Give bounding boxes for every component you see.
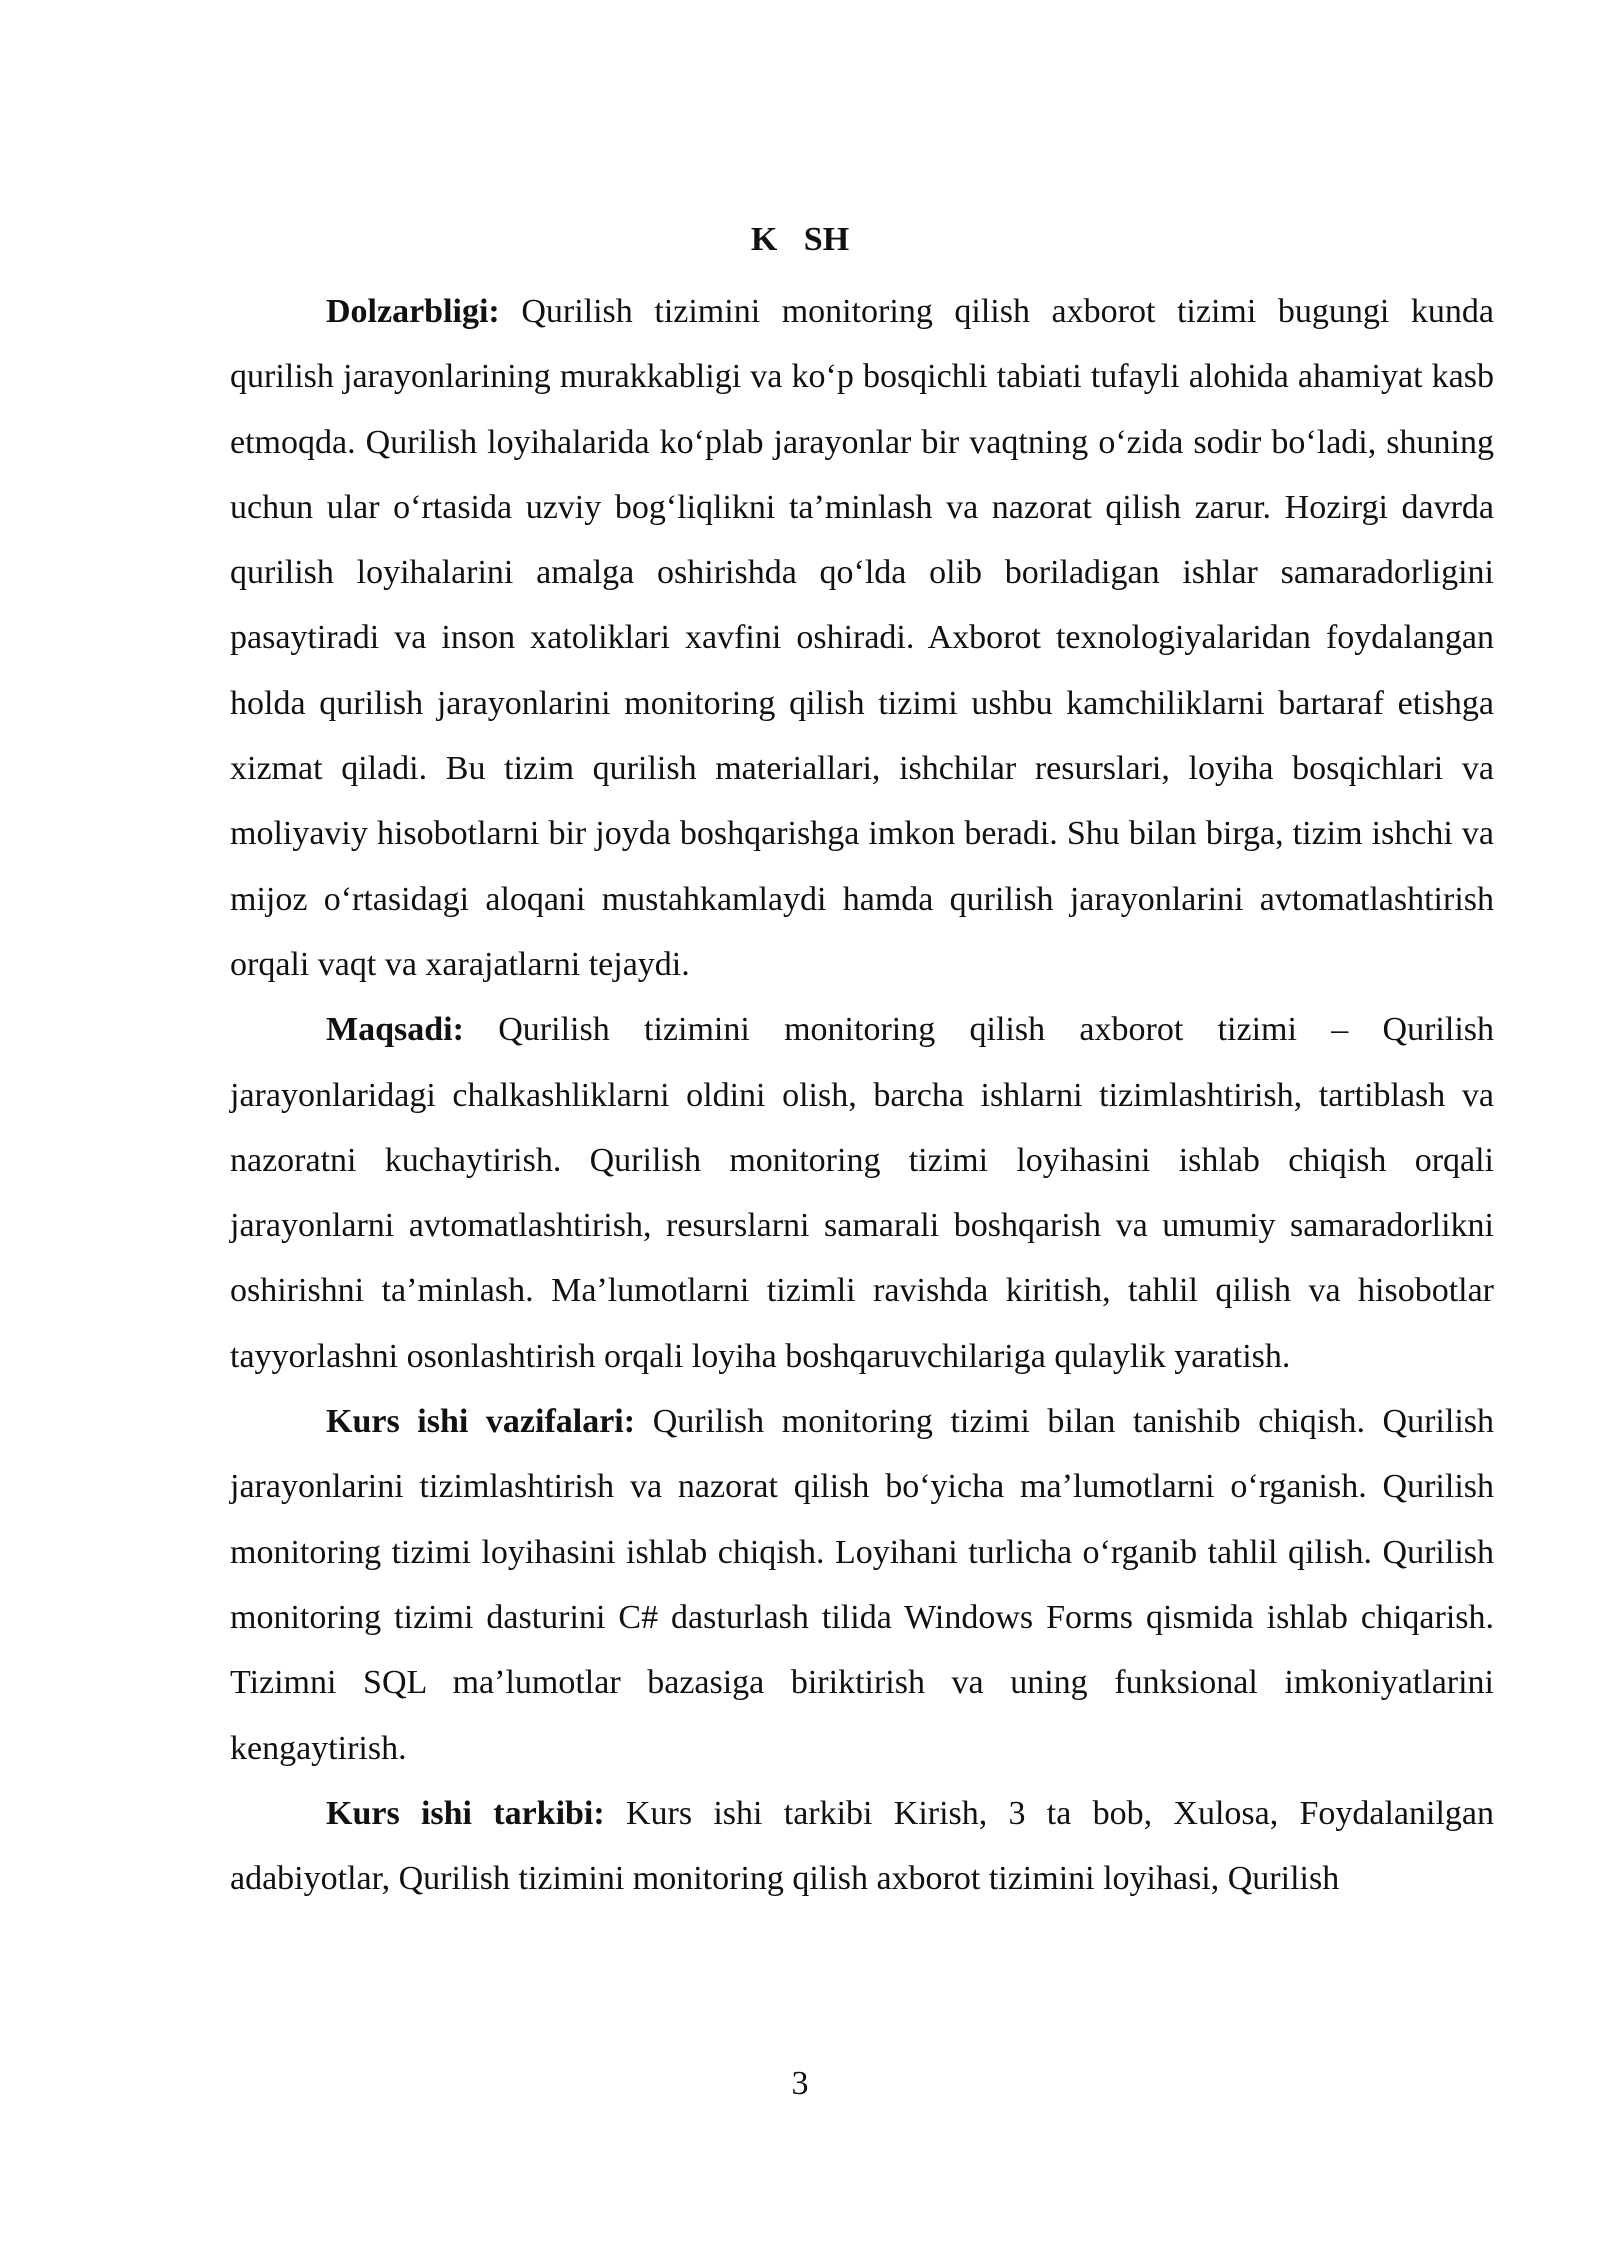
- document-body: [230, 279, 1494, 1911]
- paragraph-label: Dolzarbligi:: [326, 293, 500, 330]
- paragraph-tarkibi: [230, 1781, 1494, 1912]
- paragraph-label: Kurs ishi tarkibi:: [326, 1794, 605, 1832]
- paragraph-label: Kurs ishi vazifalari:: [326, 1403, 636, 1441]
- paragraph-text: Qurilish tizimini monitoring qilish axborot tizimi bugungi kunda qurilish jarayonlarining murakkabligi va koʻp bosqichli tabiati tufayli alohida ahamiyat kasb etmoqda. Qurilish loyihalarida koʻplab jarayonlar bir vaqtning oʻzida sodir boʻladi, shuning uchun ular oʻrtasida uzviy bogʻliqlikni taʼminlash va nazorat qilish zarur. Hozirgi davrda qurilish loyihalarini amalga oshirishda qoʻlda olib boriladigan ishlar samaradorligini pasaytiradi va inson xatoliklari xavfini oshiradi. Axborot texnologiyalaridan foydalangan holda qurilish jarayonlarini monitoring qilish tizimi ushbu kamchiliklarni bartaraf etishga xizmat qiladi. Bu tizim qurilish materiallari, ishchilar resurslari, loyiha bosqichlari va moliyaviy hisobotlarni bir joyda boshqarishga imkon beradi. Shu bilan birga, tizim ishchi va mijoz oʻrtasidagi aloqani mustahkamlaydi hamda qurilish jarayonlarini avtomatlashtirish orqali vaqt va xarajatlarni tejaydi.: [230, 293, 1494, 983]
- paragraph-text: Qurilish monitoring tizimi bilan tanishib chiqish. Qurilish jarayonlarini tizimlashtirish va nazorat qilish boʻyicha maʼlumotlarni oʻrganish. Qurilish monitoring tizimi loyihasini ishlab chiqish. Loyihani turlicha oʻrganib tahlil qilish. Qurilish monitoring tizimi dasturini C# dasturlash tilida Windows Forms qismida ishlab chiqarish. Tizimni SQL maʼlumotlar bazasiga biriktirish va uning funksional imkoniyatlarini kengaytirish.: [230, 1403, 1494, 1767]
- paragraph-text: Qurilish tizimini monitoring qilish axborot tizimi – Qurilish jarayonlaridagi chalkashliklarni oldini olish, barcha ishlarni tizimlashtirish, tartiblash va nazoratni kuchaytirish. Qurilish monitoring tizimi loyihasini ishlab chiqish orqali jarayonlarni avtomatlashtirish, resurslarni samarali boshqarish va umumiy samaradorlikni oshirishni taʼminlash. Maʼlumotlarni tizimli ravishda kiritish, tahlil qilish va hisobotlar tayyorlashni osonlashtirish orqali loyiha boshqaruvchilariga qulaylik yaratish.: [230, 1011, 1494, 1375]
- paragraph-vazifalari: [230, 1389, 1494, 1781]
- paragraph-maqsadi: [230, 997, 1494, 1389]
- paragraph-dolzarbligi: [230, 279, 1494, 997]
- paragraph-label: Maqsadi:: [326, 1011, 464, 1049]
- paragraph-text: Kurs ishi tarkibi Kirish, 3 ta bob, Xulosa, Foydalanilgan adabiyotlar, Qurilish tizimini monitoring qilish axborot tizimini loyihasi, Qurilish: [230, 1794, 1494, 1898]
- section-heading: K SH: [750, 221, 850, 258]
- page-number: 3: [791, 2065, 809, 2102]
